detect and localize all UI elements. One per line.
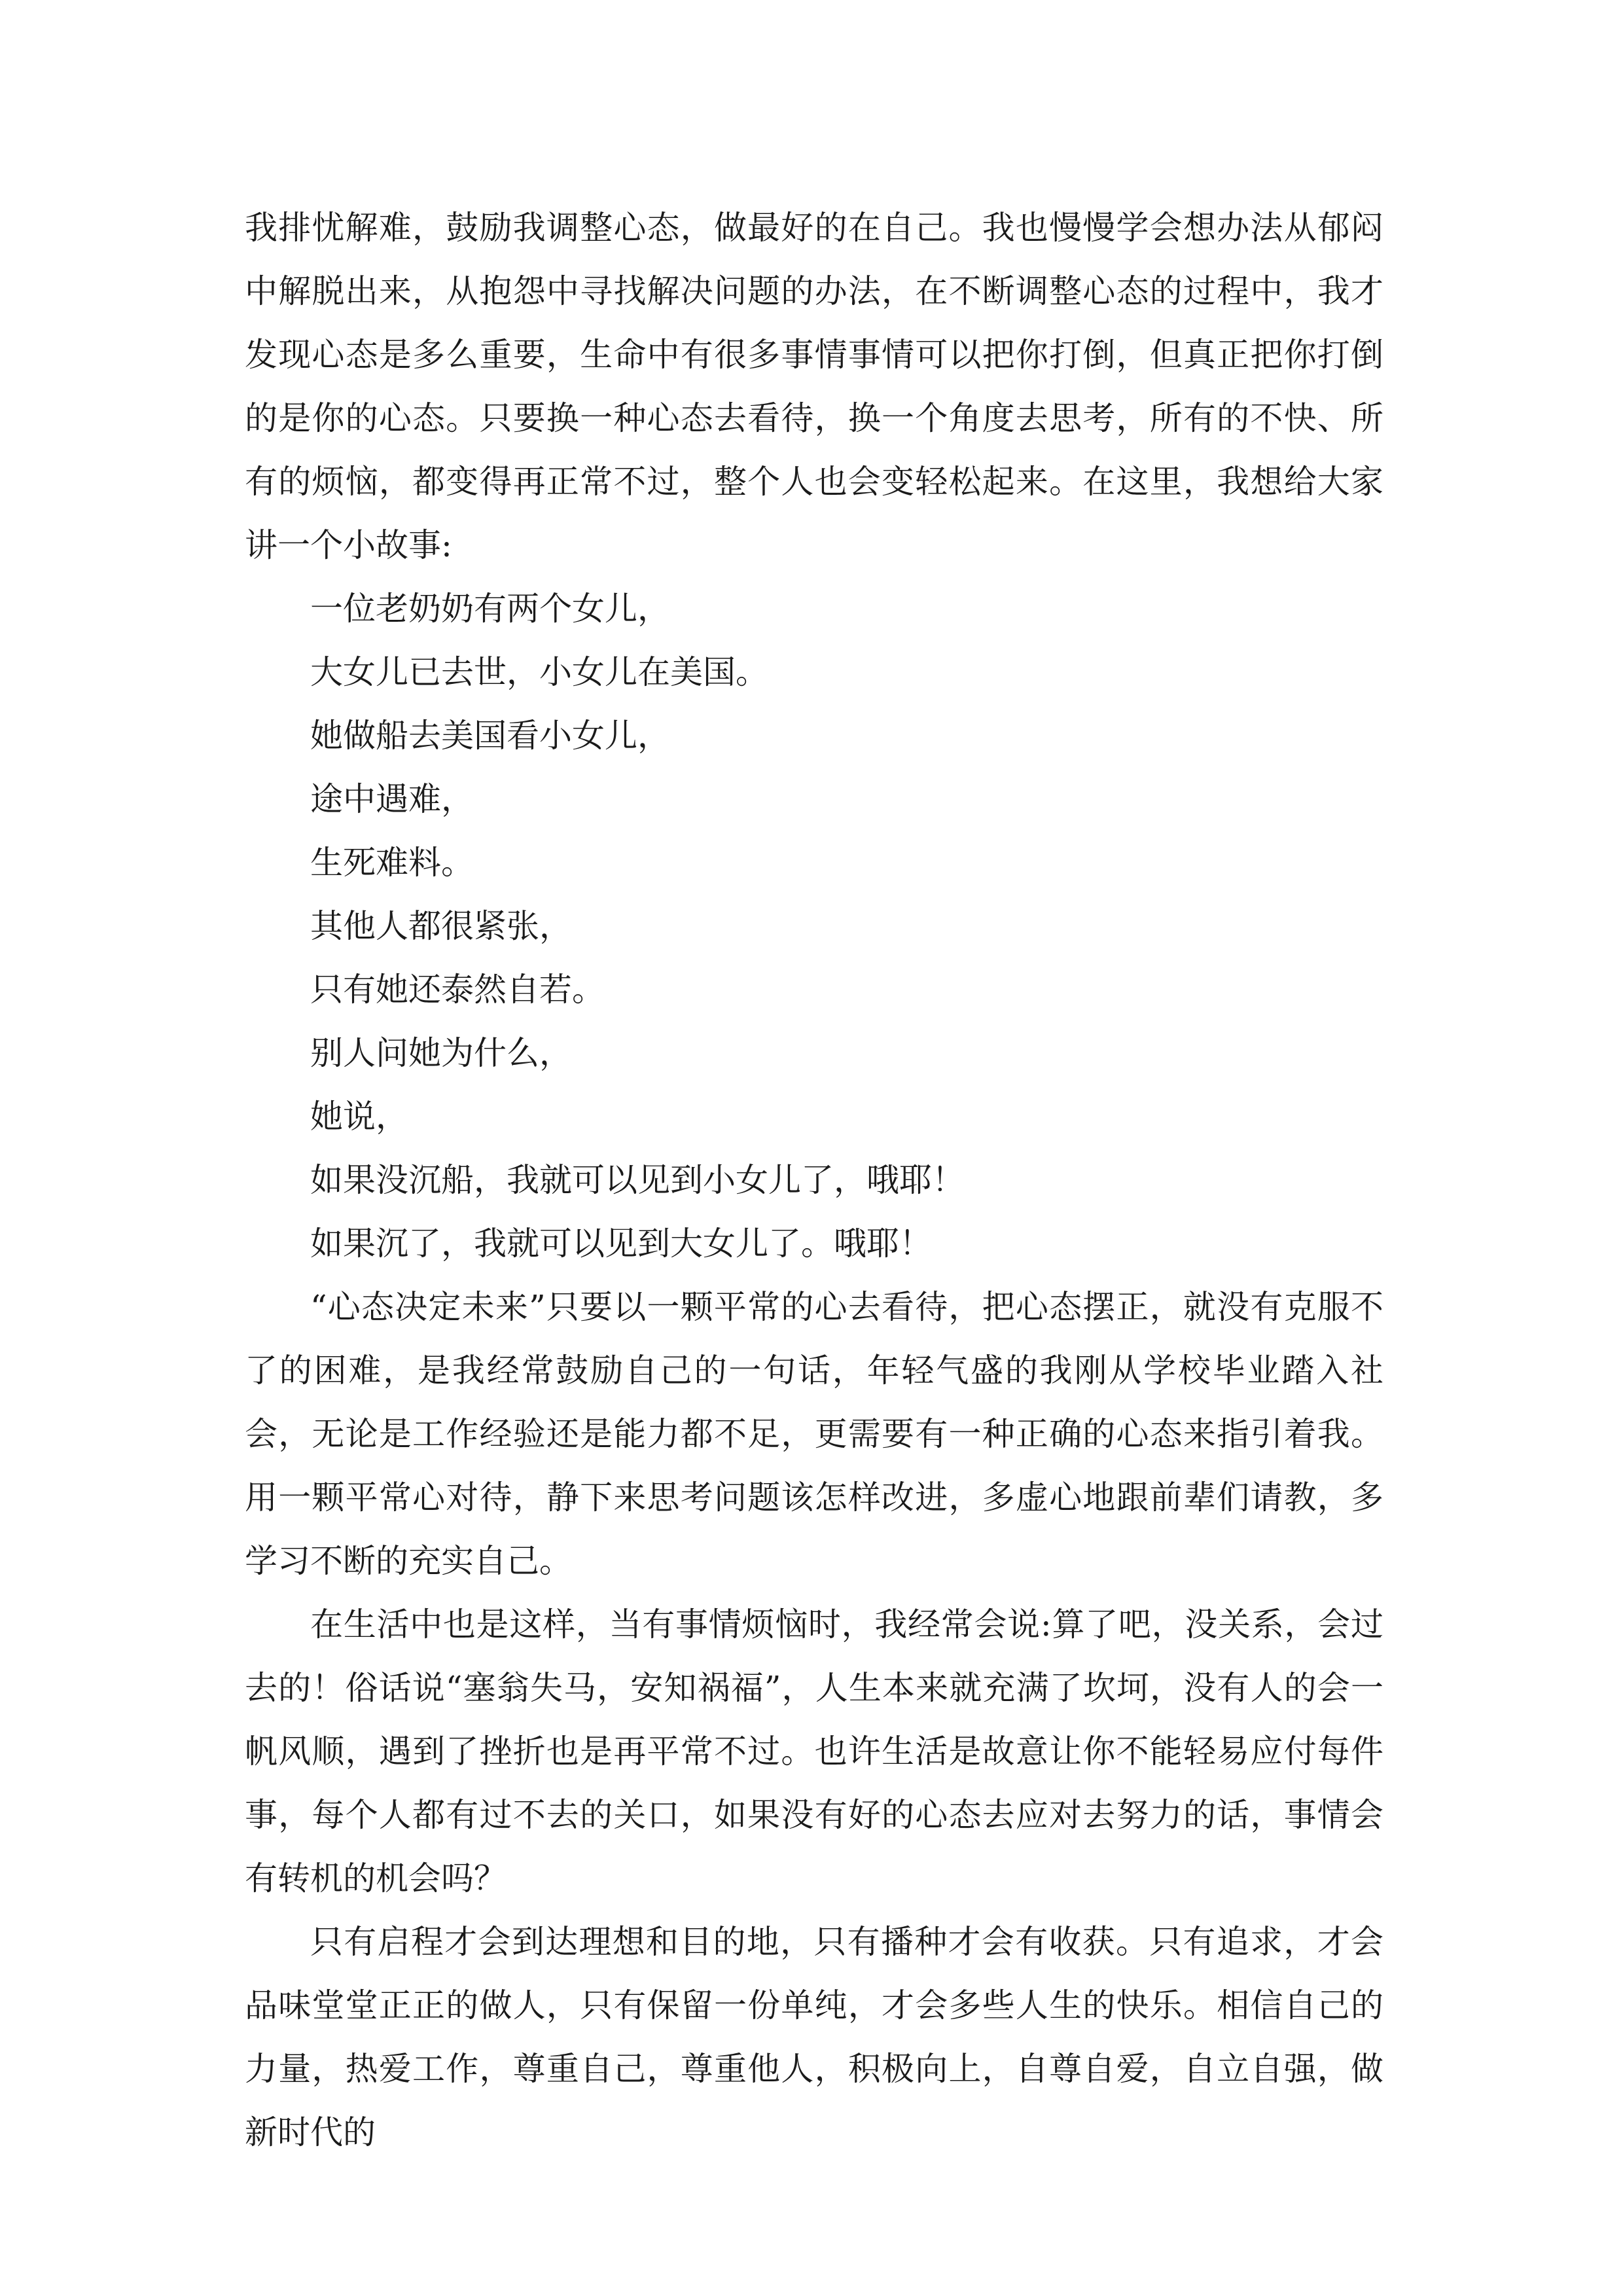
document-body	[245, 196, 1383, 2164]
paragraph-mindset: “心态决定未来”只要以一颗平常的心去看待，把心态摆正，就没有克服不了的困难，是我经常鼓励自己的一句话，年轻气盛的我刚从学校毕业踏入社会，无论是工作经验还是能力都不足，更需要有一种正确的心态来指引着我。用一颗平常心对待，静下来思考问题该怎样改进，多虚心地跟前辈们请教，多学习不断的充实自己。	[245, 1288, 1383, 1580]
paragraph-life: 在生活中也是这样，当有事情烦恼时，我经常会说:算了吧，没关系，会过去的！俗话说“塞翁失马，安知祸福”，人生本来就充满了坎坷，没有人的会一帆风顺，遇到了挫折也是再平常不过。也许生活是故意让你不能轻易应付每件事，每个人都有过不去的关口，如果没有好的心态去应对去努力的话，事情会有转机的机会吗？	[245, 1605, 1383, 1897]
story-line: 她说，	[310, 1098, 408, 1136]
story-line: 一位老奶奶有两个女儿，	[310, 590, 670, 628]
story-line: 途中遇难，	[310, 780, 474, 818]
story-line: 大女儿已去世，小女儿在美国。	[310, 653, 768, 691]
story-line: 别人问她为什么，	[310, 1034, 572, 1072]
story-poem	[245, 577, 1383, 1276]
paragraph-intro: 我排忧解难，鼓励我调整心态，做最好的在自己。我也慢慢学会想办法从郁闷中解脱出来，从抱怨中寻找解决问题的办法，在不断调整心态的过程中，我才发现心态是多么重要，生命中有很多事情事情可以把你打倒，但真正把你打倒的是你的心态。只要换一种心态去看待，换一个角度去思考，所有的不快、所有的烦恼，都变得再正常不过，整个人也会变轻松起来。在这里，我想给大家讲一个小故事:	[245, 209, 1383, 564]
story-line: 只有她还泰然自若。	[310, 971, 605, 1009]
paragraph-closing: 只有启程才会到达理想和目的地，只有播种才会有收获。只有追求，才会品味堂堂正正的做人，只有保留一份单纯，才会多些人生的快乐。相信自己的力量，热爱工作，尊重自己，尊重他人，积极向上，自尊自爱，自立自强，做新时代的	[245, 1923, 1383, 2151]
story-line: 如果沉了，我就可以见到大女儿了。哦耶！	[310, 1225, 932, 1263]
story-line: 她做船去美国看小女儿，	[310, 717, 670, 755]
story-line: 生死难料。	[310, 844, 474, 882]
story-line: 其他人都很紧张，	[310, 907, 572, 945]
story-line: 如果没沉船，我就可以见到小女儿了，哦耶！	[310, 1161, 965, 1199]
